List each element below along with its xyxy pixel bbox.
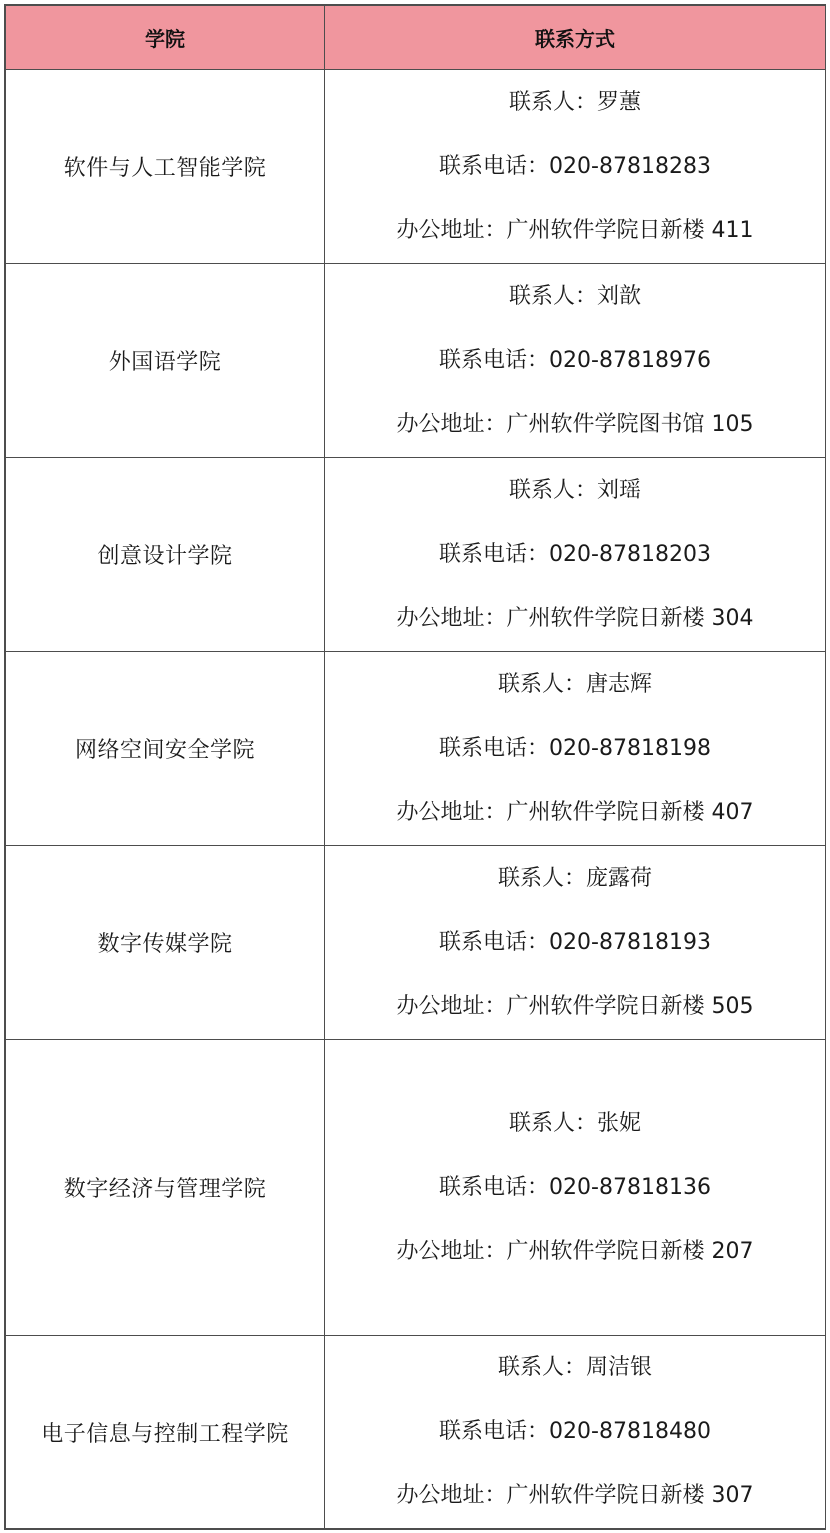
office-address: 办公地址：广州软件学院日新楼 307 bbox=[396, 1483, 754, 1508]
college-name: 电子信息与控制工程学院 bbox=[6, 1336, 325, 1529]
table-row bbox=[6, 458, 826, 652]
table-row bbox=[6, 846, 826, 1040]
table-row bbox=[6, 70, 826, 264]
college-name: 软件与人工智能学院 bbox=[6, 70, 325, 264]
contact-cell bbox=[325, 846, 826, 1040]
header-contact: 联系方式 bbox=[325, 6, 826, 70]
table-row bbox=[6, 1336, 826, 1529]
table-row bbox=[6, 1040, 826, 1336]
contact-phone: 联系电话：020-87818976 bbox=[439, 347, 711, 373]
contact-cell bbox=[325, 458, 826, 652]
contact-cell bbox=[325, 264, 826, 458]
header-college: 学院 bbox=[6, 6, 325, 70]
contact-person: 联系人：刘瑶 bbox=[508, 477, 641, 503]
table-header-row bbox=[6, 6, 826, 70]
contact-person: 联系人：唐志辉 bbox=[497, 671, 652, 697]
college-name: 数字传媒学院 bbox=[6, 846, 325, 1040]
college-name: 数字经济与管理学院 bbox=[6, 1040, 325, 1336]
college-name: 创意设计学院 bbox=[6, 458, 325, 652]
table-row bbox=[6, 264, 826, 458]
contact-cell bbox=[325, 652, 826, 846]
contact-person: 联系人：罗蕙 bbox=[508, 89, 641, 115]
office-address: 办公地址：广州软件学院日新楼 207 bbox=[396, 1238, 754, 1264]
table-row bbox=[6, 652, 826, 846]
office-address: 办公地址：广州软件学院日新楼 407 bbox=[396, 799, 754, 825]
contact-cell bbox=[325, 70, 826, 264]
college-contact-table bbox=[4, 4, 826, 1530]
contact-person: 联系人：刘歆 bbox=[508, 283, 641, 309]
college-name: 网络空间安全学院 bbox=[6, 652, 325, 846]
contact-phone: 联系电话：020-87818136 bbox=[439, 1174, 711, 1200]
contact-person: 联系人：庞露荷 bbox=[497, 865, 652, 891]
contact-phone: 联系电话：020-87818480 bbox=[439, 1419, 711, 1444]
contact-person: 联系人：张妮 bbox=[508, 1110, 641, 1136]
college-name: 外国语学院 bbox=[6, 264, 325, 458]
contact-phone: 联系电话：020-87818198 bbox=[439, 735, 711, 761]
office-address: 办公地址：广州软件学院日新楼 505 bbox=[396, 993, 754, 1019]
contact-phone: 联系电话：020-87818283 bbox=[439, 153, 711, 179]
office-address: 办公地址：广州软件学院日新楼 304 bbox=[396, 605, 754, 631]
contact-phone: 联系电话：020-87818203 bbox=[439, 541, 711, 567]
office-address: 办公地址：广州软件学院日新楼 411 bbox=[396, 217, 754, 243]
contact-cell bbox=[325, 1336, 826, 1529]
office-address: 办公地址：广州软件学院图书馆 105 bbox=[396, 411, 754, 437]
contact-cell bbox=[325, 1040, 826, 1336]
contact-phone: 联系电话：020-87818193 bbox=[439, 929, 711, 955]
contact-person: 联系人：周洁银 bbox=[497, 1355, 652, 1380]
